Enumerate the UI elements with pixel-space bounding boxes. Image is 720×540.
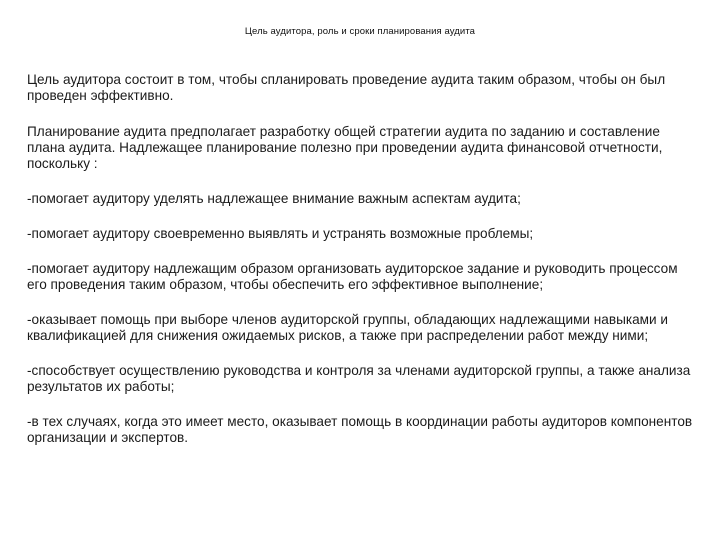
list-item: -оказывает помощь при выборе членов аудиторской группы, обладающих надлежащими навыками и квалификацией для снижения ожидаемых рисков, а также при распределении работ между ними; [27,312,668,343]
list-item: -помогает аудитору уделять надлежащее внимание важным аспектам аудита; [27,191,521,206]
list-item: -в тех случаях, когда это имеет место, оказывает помощь в координации работы аудиторов компонентов организации и экспертов. [27,414,693,445]
slide-title: Цель аудитора, роль и сроки планирования аудита [244,26,476,37]
list-item: -помогает аудитору надлежащим образом организовать аудиторское задание и руководить процессом его проведения таким образом, чтобы обеспечить его эффективное выполнение; [27,261,678,292]
paragraph-planning: Планирование аудита предполагает разработку общей стратегии аудита по заданию и составление плана аудита. Надлежащее планирование полезно при проведении аудита финансовой отчетности, поскольку : [27,124,663,171]
list-item: -помогает аудитору своевременно выявлять и устранять возможные проблемы; [27,226,534,241]
paragraph-goal: Цель аудитора состоит в том, чтобы спланировать проведение аудита таким образом, чтобы он был проведен эффективно. [27,72,666,103]
slide-body [27,72,697,465]
list-item: -способствует осуществлению руководства и контроля за членами аудиторской группы, а также анализа результатов их работы; [27,363,691,394]
